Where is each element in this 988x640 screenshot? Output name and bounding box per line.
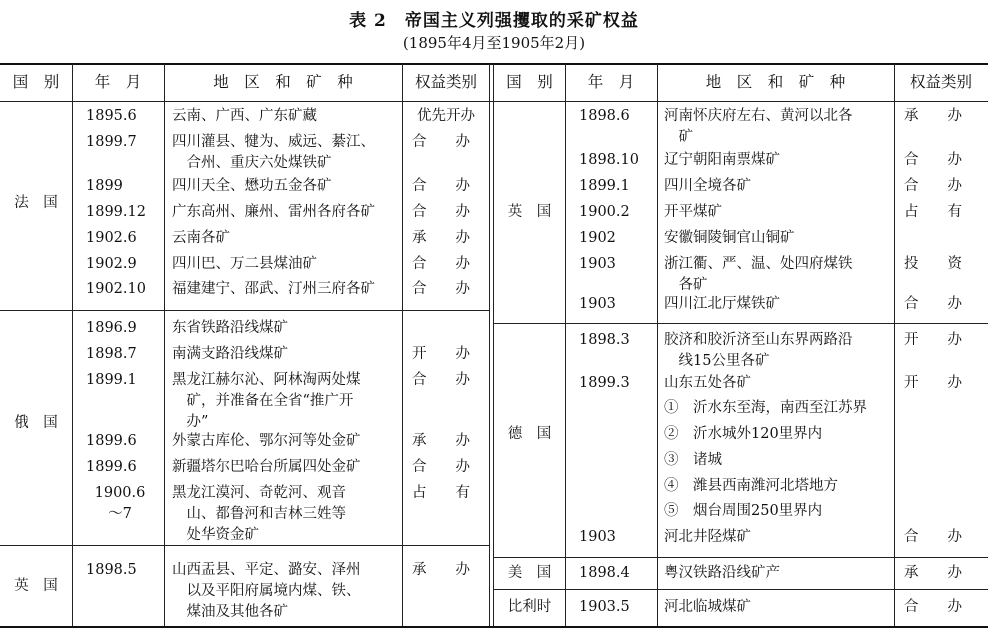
cell-date: 1899.1	[579, 178, 630, 194]
cell-type: 合 办	[412, 178, 470, 194]
right-col-divider-1	[565, 64, 566, 626]
country-belgium: 比利时	[507, 599, 552, 615]
center-double-rule	[489, 64, 494, 626]
cell-region: 外蒙古库伦、鄂尔河等处金矿	[172, 433, 361, 449]
cell-region-sub: ② 沂水城外120里界内	[664, 426, 823, 442]
cell-type: 合 办	[904, 178, 962, 194]
cell-region: 福建建宁、邵武、汀州三府各矿	[172, 281, 375, 297]
cell-region: 云南、广西、广东矿藏	[172, 108, 317, 124]
cell-date: 1900.6 ～7	[94, 485, 146, 522]
cell-type: 合 办	[904, 296, 962, 312]
cell-date: 1902.10	[86, 281, 146, 297]
cell-date: 1899.3	[579, 375, 630, 391]
cell-region: 辽宁朝阳南票煤矿	[664, 152, 780, 168]
cell-region: 南满支路沿线煤矿	[172, 346, 288, 362]
right-col-divider-2	[657, 64, 658, 626]
cell-region: 四川巴、万二县煤油矿	[172, 256, 317, 272]
cell-date: 1898.6	[579, 108, 630, 124]
cell-region: 山西盂县、平定、潞安、泽州 以及平阳府属境内煤、铁、 煤油及其他各矿	[172, 562, 361, 620]
cell-date: 1899.12	[86, 204, 146, 220]
cell-region: 四川全境各矿	[664, 178, 751, 194]
cell-type: 承 办	[904, 108, 962, 124]
cell-region: 黑龙江漠河、奇乾河、观音 山、都鲁河和吉林三姓等 处华资金矿	[172, 485, 346, 543]
left-group-rule-1	[0, 310, 490, 311]
cell-region: 黑龙江赫尔沁、阿林淘两处煤 矿，并准备在全省“推广开 办”	[172, 372, 361, 430]
country-russia: 俄 国	[14, 415, 58, 431]
cell-region: 安徽铜陵铜官山铜矿	[664, 230, 795, 246]
cell-date: 1900.2	[579, 204, 630, 220]
table-top-rule	[0, 63, 988, 65]
cell-type: 合 办	[412, 256, 470, 272]
cell-type: 合 办	[412, 459, 470, 475]
cell-date: 1902.6	[86, 230, 137, 246]
cell-region: 东省铁路沿线煤矿	[172, 320, 288, 336]
cell-region-sub: ④ 潍县西南潍河北塔地方	[664, 478, 838, 494]
cell-type: 合 办	[904, 152, 962, 168]
cell-type: 开 办	[904, 332, 962, 348]
header-bottom-rule	[0, 101, 988, 102]
table-bottom-rule	[0, 626, 988, 628]
cell-date: 1903	[579, 256, 616, 272]
cell-date: 1898.10	[579, 152, 639, 168]
country-britain-left: 英 国	[14, 578, 58, 594]
header-date-left: 年 月	[94, 73, 142, 91]
cell-type: 合 办	[904, 599, 962, 615]
cell-type: 占 有	[412, 485, 470, 501]
cell-type: 合 办	[412, 134, 470, 150]
cell-region-sub: ③ 诸城	[664, 452, 722, 468]
cell-date: 1903	[579, 529, 616, 545]
cell-type: 投 资	[904, 256, 962, 272]
cell-type: 合 办	[904, 529, 962, 545]
cell-date: 1903.5	[579, 599, 630, 615]
cell-type: 占 有	[904, 204, 962, 220]
cell-region: 四川灌县、犍为、威远、綦江、 合州、重庆六处煤铁矿	[172, 134, 375, 171]
cell-type: 合 办	[412, 372, 470, 388]
cell-date: 1902	[579, 230, 616, 246]
cell-type: 合 办	[412, 204, 470, 220]
cell-region: 四川天全、懋功五金各矿	[172, 178, 332, 194]
cell-date: 1898.4	[579, 565, 630, 581]
cell-date: 1902.9	[86, 256, 137, 272]
right-col-divider-3	[894, 64, 895, 626]
cell-date: 1899.7	[86, 134, 137, 150]
header-type-right: 权益类别	[909, 73, 972, 91]
country-germany: 德 国	[507, 426, 552, 442]
country-france: 法 国	[14, 195, 58, 211]
left-col-divider-1	[72, 64, 73, 626]
cell-date: 1899.6	[86, 459, 137, 475]
header-country-left: 国 别	[12, 73, 60, 91]
cell-type: 开 办	[904, 375, 962, 391]
right-group-rule-3	[494, 589, 988, 590]
cell-date: 1898.5	[86, 562, 137, 578]
cell-date: 1903	[579, 296, 616, 312]
cell-region: 云南各矿	[172, 230, 230, 246]
header-country-right: 国 别	[506, 73, 553, 91]
cell-region: 新疆塔尔巴哈台所属四处金矿	[172, 459, 361, 475]
cell-region: 粤汉铁路沿线矿产	[664, 565, 780, 581]
country-britain-right: 英 国	[507, 204, 552, 220]
cell-type: 合 办	[412, 281, 470, 297]
cell-region: 浙江衢、严、温、处四府煤铁 各矿	[664, 256, 853, 293]
left-col-divider-3	[402, 64, 403, 626]
cell-type: 承 办	[412, 562, 470, 578]
cell-type: 承 办	[412, 230, 470, 246]
cell-region-sub: ① 沂水东至海，南西至江苏界	[664, 400, 867, 416]
left-col-divider-2	[164, 64, 165, 626]
header-type-left: 权益类别	[414, 73, 477, 91]
cell-type: 承 办	[412, 433, 470, 449]
cell-region: 山东五处各矿	[664, 375, 751, 391]
cell-date: 1898.7	[86, 346, 137, 362]
cell-date: 1895.6	[86, 108, 137, 124]
cell-region: 四川江北厅煤铁矿	[664, 296, 780, 312]
cell-region: 胶济和胶沂济至山东界两路沿 线15公里各矿	[664, 332, 853, 369]
cell-date: 1899	[86, 178, 123, 194]
right-group-rule-1	[494, 323, 988, 324]
right-group-rule-2	[494, 557, 988, 558]
cell-date: 1898.3	[579, 332, 630, 348]
table-title: 表 2 帝国主义列强攫取的采矿权益	[349, 11, 639, 31]
header-region-right: 地 区 和 矿 种	[705, 73, 846, 91]
cell-region: 河北临城煤矿	[664, 599, 751, 615]
cell-region-sub: ⑤ 烟台周围250里界内	[664, 503, 823, 519]
cell-type: 开 办	[412, 346, 470, 362]
cell-type: 承 办	[904, 565, 962, 581]
header-date-right: 年 月	[587, 73, 635, 91]
country-usa: 美 国	[507, 565, 552, 581]
cell-region: 河北井陉煤矿	[664, 529, 751, 545]
cell-region: 开平煤矿	[664, 204, 722, 220]
cell-date: 1896.9	[86, 320, 137, 336]
cell-type: 优先开办	[417, 108, 475, 124]
header-region-left: 地 区 和 矿 种	[213, 73, 353, 91]
cell-region: 广东高州、廉州、雷州各府各矿	[172, 204, 375, 220]
cell-region: 河南怀庆府左右、黄河以北各 矿	[664, 108, 853, 145]
table-subtitle: (1895年4月至1905年2月)	[402, 34, 586, 52]
cell-date: 1899.6	[86, 433, 137, 449]
cell-date: 1899.1	[86, 372, 137, 388]
